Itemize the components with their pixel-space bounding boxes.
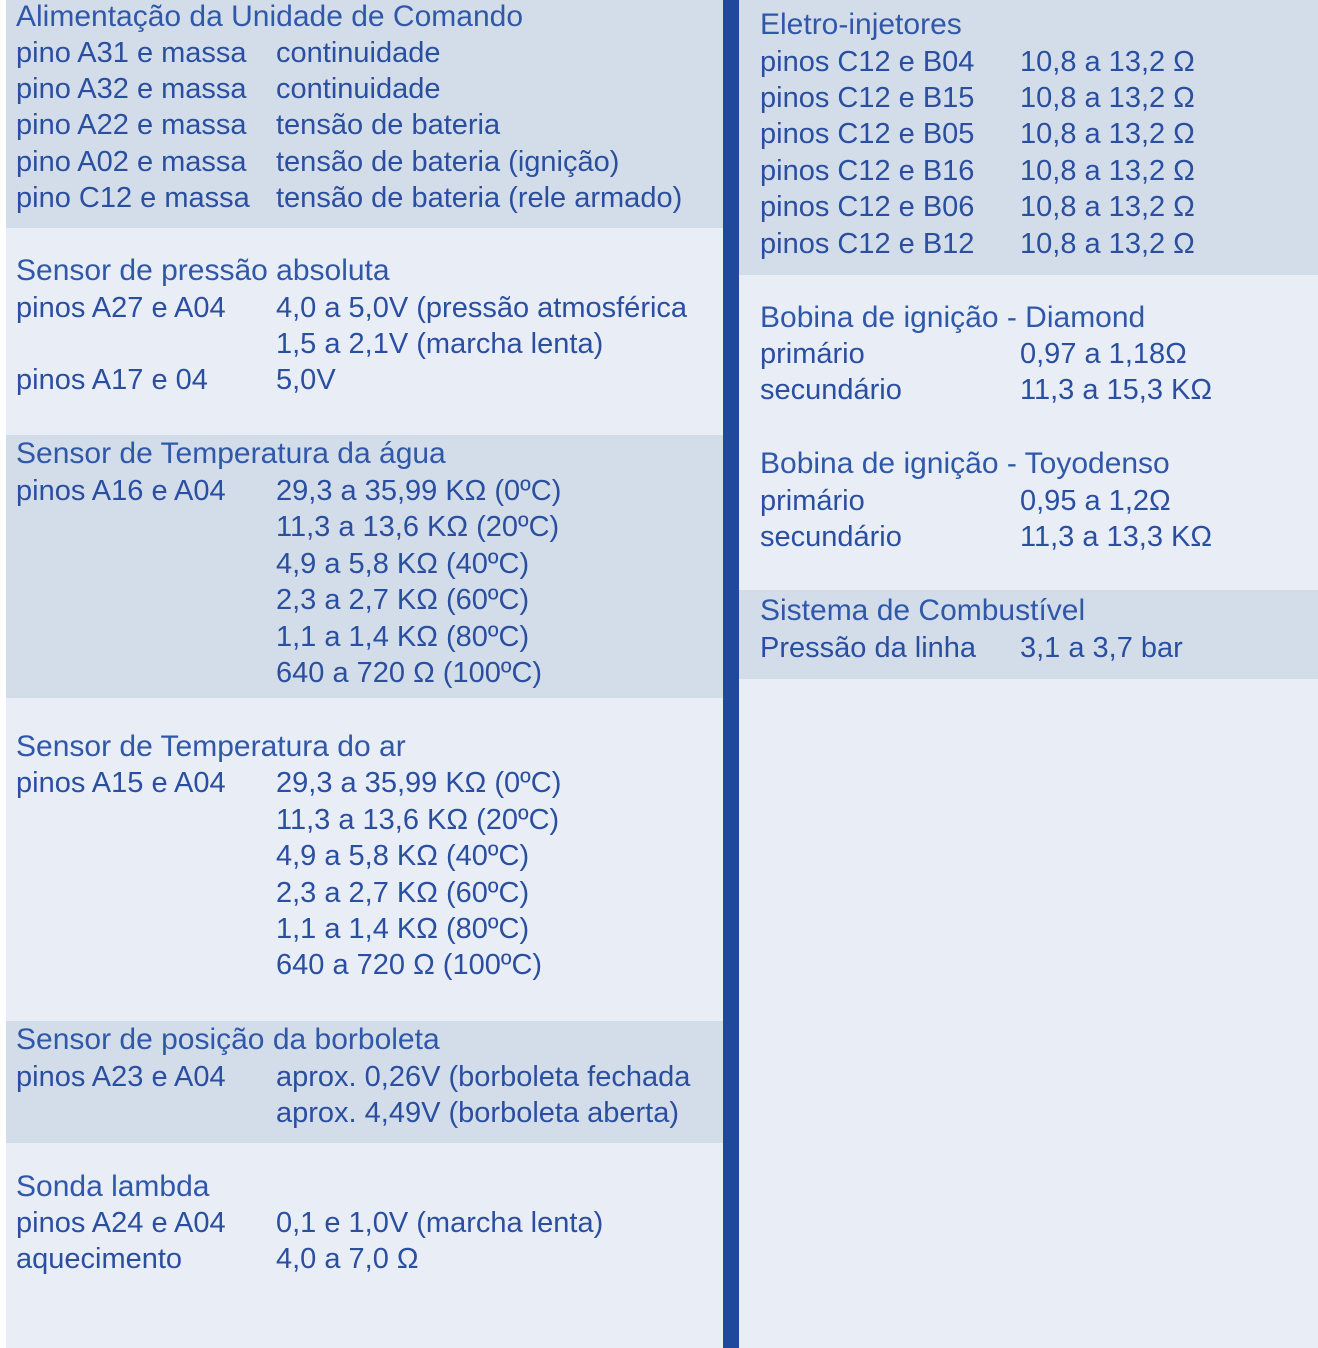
spec-value: 4,0 a 7,0 Ω bbox=[276, 1243, 419, 1275]
spec-key: pinos C12 e B15 bbox=[760, 82, 975, 114]
spec-key: aquecimento bbox=[16, 1243, 183, 1275]
spec-value: 11,3 a 13,6 KΩ (20ºC) bbox=[276, 804, 560, 836]
section-title: Sensor de posição da borboleta bbox=[16, 1023, 440, 1056]
spec-value: 10,8 a 13,2 Ω bbox=[1020, 228, 1195, 260]
spec-key: pino A32 e massa bbox=[16, 73, 247, 105]
section-alimentacao bbox=[6, 0, 723, 228]
section-title: Bobina de ignição - Diamond bbox=[760, 301, 1146, 334]
spec-value: 10,8 a 13,2 Ω bbox=[1020, 191, 1195, 223]
spec-key: pinos C12 e B05 bbox=[760, 118, 975, 150]
spec-value: 4,9 a 5,8 KΩ (40ºC) bbox=[276, 548, 530, 580]
spec-key: pinos A27 e A04 bbox=[16, 292, 226, 324]
spec-key: pino A31 e massa bbox=[16, 37, 247, 69]
spec-key: pino A22 e massa bbox=[16, 109, 247, 141]
spec-value: tensão de bateria (ignição) bbox=[276, 146, 620, 178]
spec-key: secundário bbox=[760, 521, 902, 553]
section-sonda-lambda bbox=[6, 1143, 723, 1348]
spec-value: continuidade bbox=[276, 37, 441, 69]
section-title: Sensor de pressão absoluta bbox=[16, 254, 390, 287]
spec-value: 2,3 a 2,7 KΩ (60ºC) bbox=[276, 584, 530, 616]
spec-value: tensão de bateria (rele armado) bbox=[276, 182, 683, 214]
section-title: Sistema de Combustível bbox=[760, 594, 1086, 627]
section-combustivel bbox=[739, 590, 1318, 679]
spec-value: 11,3 a 13,3 KΩ bbox=[1020, 521, 1213, 553]
section-temp-agua bbox=[6, 435, 723, 698]
column-divider bbox=[723, 0, 739, 1348]
spec-value: 0,1 e 1,0V (marcha lenta) bbox=[276, 1207, 604, 1239]
spec-value: 640 a 720 Ω (100ºC) bbox=[276, 657, 543, 689]
spec-key: pinos C12 e B12 bbox=[760, 228, 975, 260]
spec-key: pinos C12 e B16 bbox=[760, 155, 975, 187]
section-pressao-absoluta bbox=[6, 228, 723, 435]
spec-value: 4,9 a 5,8 KΩ (40ºC) bbox=[276, 840, 530, 872]
spec-key: pinos A24 e A04 bbox=[16, 1207, 226, 1239]
left-column bbox=[6, 0, 723, 1348]
section-title: Bobina de ignição - Toyodenso bbox=[760, 447, 1170, 480]
spec-key: pinos A17 e 04 bbox=[16, 364, 208, 396]
spec-key: pino C12 e massa bbox=[16, 182, 250, 214]
spec-key: pinos C12 e B04 bbox=[760, 46, 975, 78]
spec-value: 2,3 a 2,7 KΩ (60ºC) bbox=[276, 877, 530, 909]
section-temp-ar bbox=[6, 698, 723, 1021]
spec-value: 0,97 a 1,18Ω bbox=[1020, 338, 1187, 370]
spec-value: 11,3 a 15,3 KΩ bbox=[1020, 374, 1213, 406]
spec-value: aprox. 4,49V (borboleta aberta) bbox=[276, 1097, 680, 1129]
section-title: Eletro-injetores bbox=[760, 8, 962, 41]
section-eletro-injetores bbox=[739, 0, 1318, 275]
section-title: Sensor de Temperatura da água bbox=[16, 437, 446, 470]
spec-value: 5,0V bbox=[276, 364, 336, 396]
spec-key: pino A02 e massa bbox=[16, 146, 247, 178]
spec-value: 10,8 a 13,2 Ω bbox=[1020, 82, 1195, 114]
section-title: Sonda lambda bbox=[16, 1170, 210, 1203]
spec-value: tensão de bateria bbox=[276, 109, 501, 141]
spec-key: pinos C12 e B06 bbox=[760, 191, 975, 223]
spec-key: secundário bbox=[760, 374, 902, 406]
spec-value: 29,3 a 35,99 KΩ (0ºC) bbox=[276, 767, 562, 799]
spec-value: 3,1 a 3,7 bar bbox=[1020, 632, 1183, 664]
spec-key: Pressão da linha bbox=[760, 632, 977, 664]
spec-value: 1,1 a 1,4 KΩ (80ºC) bbox=[276, 913, 530, 945]
spec-key: primário bbox=[760, 485, 865, 517]
spec-value: 10,8 a 13,2 Ω bbox=[1020, 46, 1195, 78]
spec-key: pinos A23 e A04 bbox=[16, 1061, 226, 1093]
spec-value: 4,0 a 5,0V (pressão atmosférica bbox=[276, 292, 688, 324]
right-column bbox=[739, 0, 1318, 1348]
section-title: Alimentação da Unidade de Comando bbox=[16, 0, 523, 33]
section-title: Sensor de Temperatura do ar bbox=[16, 730, 406, 763]
spec-key: primário bbox=[760, 338, 865, 370]
spec-value: 0,95 a 1,2Ω bbox=[1020, 485, 1171, 517]
spec-value: 10,8 a 13,2 Ω bbox=[1020, 118, 1195, 150]
spec-value: continuidade bbox=[276, 73, 441, 105]
section-borboleta bbox=[6, 1021, 723, 1143]
spec-key: pinos A16 e A04 bbox=[16, 475, 226, 507]
empty-area bbox=[739, 679, 1318, 1348]
spec-value: 1,1 a 1,4 KΩ (80ºC) bbox=[276, 621, 530, 653]
spec-value: 640 a 720 Ω (100ºC) bbox=[276, 949, 543, 981]
spec-value: 29,3 a 35,99 KΩ (0ºC) bbox=[276, 475, 562, 507]
spec-value: 10,8 a 13,2 Ω bbox=[1020, 155, 1195, 187]
spec-value: aprox. 0,26V (borboleta fechada bbox=[276, 1061, 691, 1093]
spec-key: pinos A15 e A04 bbox=[16, 767, 226, 799]
spec-value: 11,3 a 13,6 KΩ (20ºC) bbox=[276, 511, 560, 543]
section-bobinas bbox=[739, 275, 1318, 590]
spec-value: 1,5 a 2,1V (marcha lenta) bbox=[276, 328, 604, 360]
